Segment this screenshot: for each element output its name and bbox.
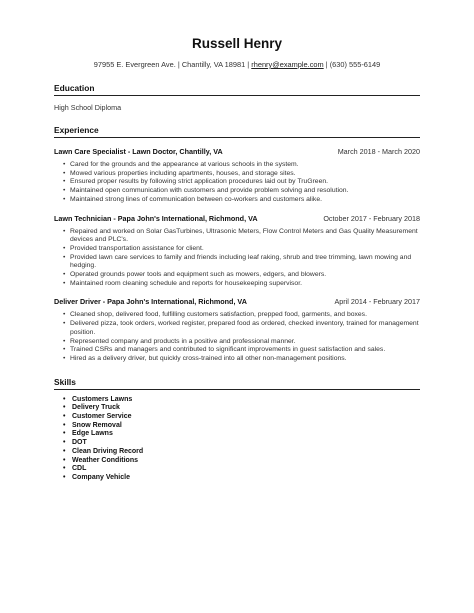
skills-heading: Skills [54, 377, 420, 390]
job-bullet: • Maintained strong lines of communication between co-workers and customers alike. [63, 196, 420, 205]
skill-item: • Customer Service [63, 413, 420, 422]
job-dates: April 2014 - February 2017 [334, 297, 420, 307]
job-bullet: • Maintained open communication with customers and provide problem solving and resolution. [63, 187, 420, 196]
job-bullet: • Trained CSRs and managers and contributed to significant improvements in guest satisfaction and sales. [63, 346, 420, 355]
skill-item: • Delivery Truck [63, 404, 420, 413]
job-bullets [54, 311, 420, 363]
job-bullets [54, 228, 420, 289]
job-bullet: • Delivered pizza, took orders, worked register, prepared food as ordered, checked inventory, trained for management position. [63, 320, 420, 337]
job-bullet: • Provided lawn care services to family and friends including leaf raking, shrub and tree trimming, lawn mowing and hedging. [63, 254, 420, 271]
job-bullet: • Provided transportation assistance for client. [63, 245, 420, 254]
skill-item: • Weather Conditions [63, 457, 420, 466]
job-header [54, 147, 420, 156]
experience-heading: Experience [54, 125, 420, 138]
job-bullet: • Cared for the grounds and the appearance at various schools in the system. [63, 161, 420, 170]
job-dates: October 2017 - February 2018 [323, 213, 420, 223]
education-degree: High School Diploma [54, 103, 122, 112]
job-dates: March 2018 - March 2020 [337, 147, 420, 156]
job-bullet: • Hired as a delivery driver, but quickly cross-trained into all other non-management positions. [63, 355, 420, 364]
skill-item: • Clean Driving Record [63, 448, 420, 457]
job-bullets [54, 161, 420, 205]
job-title: Lawn Technician - Papa John's International, Richmond, VA [54, 213, 258, 223]
job-entry [54, 214, 420, 289]
skill-item: • DOT [63, 439, 420, 448]
job-bullet: • Represented company and products in a positive and professional manner. [63, 338, 420, 347]
skill-item: • CDL [63, 465, 420, 474]
job-bullet: • Mowed various properties including apartments, houses, and storage sites. [63, 170, 420, 179]
job-title: Lawn Care Specialist - Lawn Doctor, Chantilly, VA [54, 147, 223, 156]
email-link[interactable]: rhenry@example.com [251, 60, 324, 69]
job-bullet: • Ensured proper results by following strict application procedures laid out by TruGreen. [63, 178, 420, 187]
candidate-name: Russell Henry [191, 36, 283, 51]
job-bullet: • Cleaned shop, delivered food, fulfilling customers satisfaction, prepped food, garments, and boxes. [63, 311, 420, 320]
contact-line [54, 60, 420, 69]
skill-item: • Company Vehicle [63, 474, 420, 483]
skills-list [54, 396, 420, 483]
job-title: Deliver Driver - Papa John's International, Richmond, VA [54, 297, 247, 307]
skill-item: • Customers Lawns [63, 396, 420, 405]
job-header [54, 297, 420, 306]
address-text: 97955 E. Evergreen Ave. | Chantilly, VA 18981 | [93, 60, 250, 69]
job-bullet: • Repaired and worked on Solar GasTurbines, Ultrasonic Meters, Flow Control Meters and Gas Quality Measurement devices and PLC's. [63, 228, 420, 245]
education-heading: Education [54, 83, 420, 96]
job-header [54, 214, 420, 223]
skill-item: • Snow Removal [63, 422, 420, 431]
job-entry [54, 297, 420, 363]
job-entry [54, 147, 420, 205]
job-bullet: • Operated grounds power tools and equipment such as mowers, edgers, and blowers. [63, 271, 420, 280]
job-bullet: • Maintained room cleaning schedule and reports for housekeeping supervisor. [63, 280, 420, 289]
skill-item: • Edge Lawns [63, 430, 420, 439]
phone-text: | (630) 555-6149 [325, 60, 381, 69]
